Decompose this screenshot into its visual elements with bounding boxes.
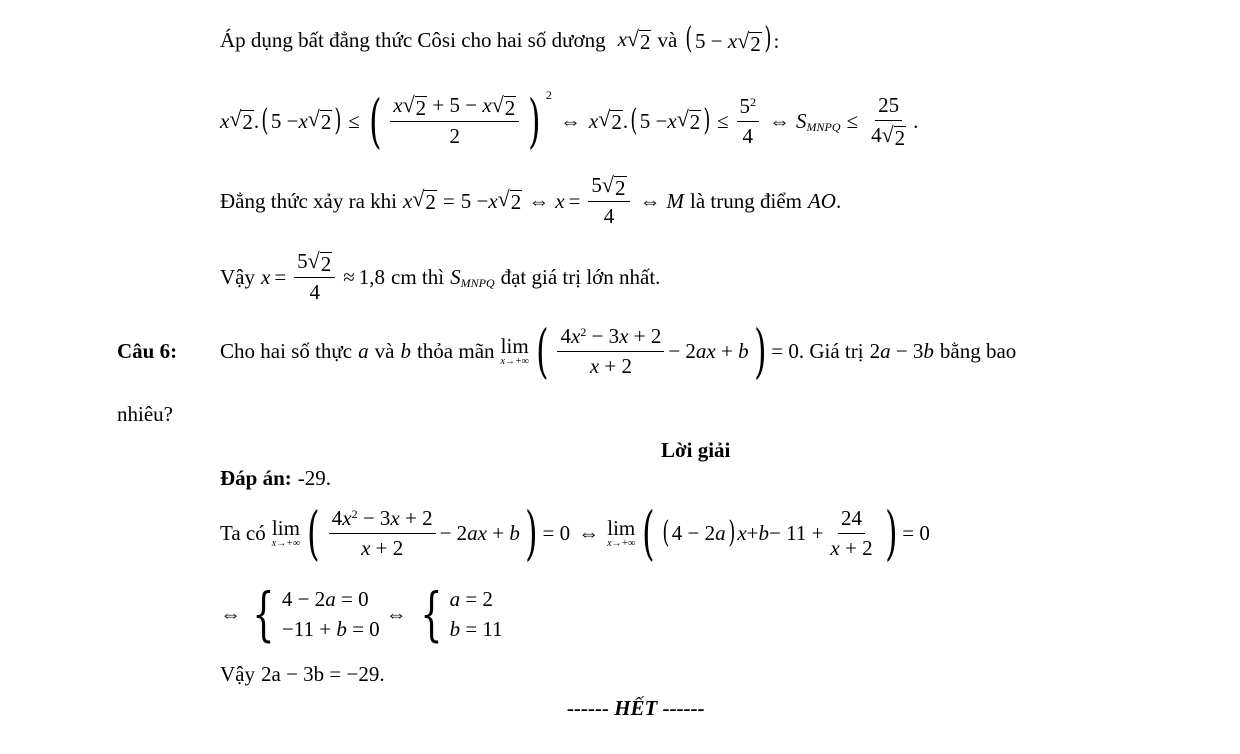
question-6-wrap: nhiêu? bbox=[117, 401, 173, 426]
question-label: Câu 6: bbox=[117, 338, 178, 363]
solution-heading: Lời giải bbox=[661, 437, 731, 462]
and-word: và bbox=[657, 27, 678, 52]
expr-5-minus: ( 5 − x √ 2 ) : bbox=[685, 21, 780, 57]
expr-x-sqrt2: x √ 2 bbox=[617, 25, 651, 54]
final-line: Vậy 2a − 3b = −29. bbox=[220, 661, 385, 686]
question-6-line: Câu 6: Cho hai số thực a và b thỏa mãn lim x→+∞ ( $\frac{4x^2 - 3x + 2}{x + 2}$ − 2ax + b ) = 0 . Giá trị 2a − 3b bằng bao bbox=[117, 316, 1017, 385]
equality-text: Đẳng thức xảy ra khi bbox=[220, 188, 397, 213]
conclusion-line: Vậy x = 5 √ 2 4 ≈ 1,8 cm thì S MNPQ đạt giá trị lớn nhất. bbox=[220, 248, 661, 305]
cosi-intro-line bbox=[220, 22, 779, 58]
equality-line: Đẳng thức xảy ra khi x √ 2 = 5 − x √ 2 ⇔ x = 5 √ 2 4 ⇔ M là trung điểm AO . bbox=[220, 172, 842, 229]
answer-line: Đáp án: -29. bbox=[220, 465, 332, 490]
cosi-inequality-line: x √ 2 . ( 5 − x √ 2 ) ≤ ( x √ 2 + 5 − x √ 2 2 ) 2 ⇔ x √ 2 . ( 5 − x √ 2 ) ≤ $\frac{5^2}{4}$ ⇔ S MNPQ ≤ 25 4 √ 2 . bbox=[220, 86, 919, 155]
end-mark: ------ HẾT ------ bbox=[567, 695, 705, 720]
cosi-intro-text: Áp dụng bất đẳng thức Côsi cho hai số dương bbox=[220, 27, 606, 52]
solution-limit-line: Ta có lim x→+∞ ( $\frac{4x^2 - 3x + 2}{x + 2}$ − 2ax + b ) = 0 ⇔ lim x→+∞ ( ( 4 − 2 a ) x + b − 11 + $\frac{24}{x + 2}$ ) = 0 bbox=[220, 498, 930, 567]
system-line: ⇔ { 4 − 2a = 0 −11 + b = 0 ⇔ { a = 2 b = 11 bbox=[220, 579, 503, 648]
